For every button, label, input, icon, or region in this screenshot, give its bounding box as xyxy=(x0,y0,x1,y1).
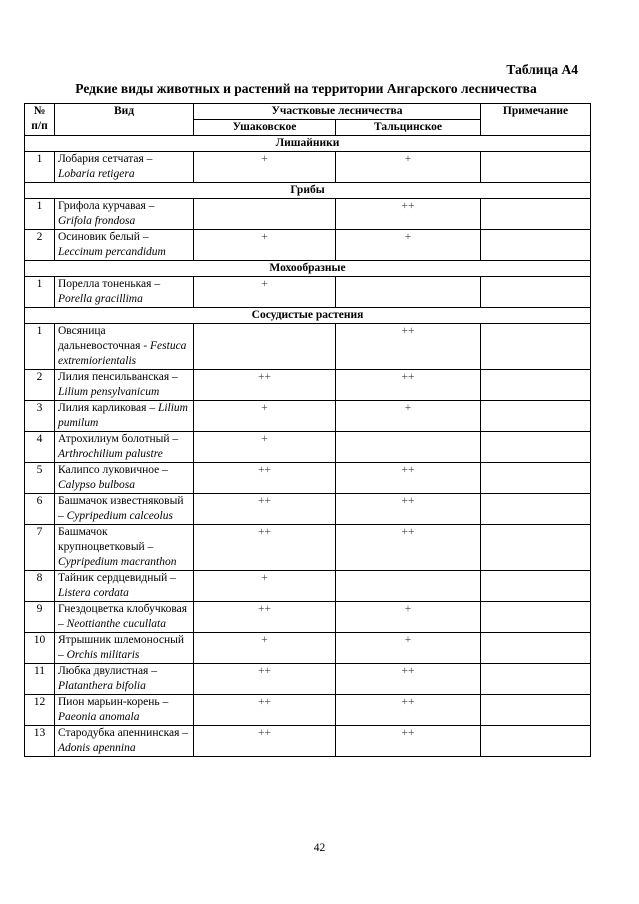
row-number: 2 xyxy=(25,370,55,401)
column-header-taltsinskoe: Тальцинское xyxy=(336,120,481,136)
rare-species-table xyxy=(24,103,591,757)
table-row xyxy=(25,602,591,633)
table-row xyxy=(25,494,591,525)
column-header-species: Вид xyxy=(55,104,194,136)
row-number: 6 xyxy=(25,494,55,525)
taltsinskoe-mark: ++ xyxy=(336,525,481,571)
row-number: 10 xyxy=(25,633,55,664)
species-latin-name: Lobaria retigera xyxy=(58,168,135,180)
species-latin-name: Lilium pensylvanicum xyxy=(58,386,160,398)
species-cell xyxy=(55,199,194,230)
species-russian-name: Порелла тоненькая – xyxy=(58,278,161,290)
species-russian-name: Башмачок известняковый – xyxy=(58,495,184,522)
row-number: 1 xyxy=(25,277,55,308)
row-number: 13 xyxy=(25,726,55,757)
species-russian-name: Пион марьин-корень – xyxy=(58,696,169,708)
taltsinskoe-mark xyxy=(336,277,481,308)
ushakovskoe-mark: + xyxy=(194,230,336,261)
species-latin-name: Arthrochilium palustre xyxy=(58,448,163,460)
section-title: Мохообразные xyxy=(25,261,591,277)
note-cell xyxy=(481,277,591,308)
taltsinskoe-mark: ++ xyxy=(336,199,481,230)
species-russian-name: Гнездоцветка клобучковая – xyxy=(58,603,188,630)
ushakovskoe-mark: + xyxy=(194,277,336,308)
species-cell xyxy=(55,370,194,401)
species-russian-name: Башмачок крупноцветковый – xyxy=(58,526,154,553)
taltsinskoe-mark: + xyxy=(336,602,481,633)
taltsinskoe-mark: ++ xyxy=(336,463,481,494)
species-russian-name: Лилия карликовая – xyxy=(58,402,156,414)
taltsinskoe-mark: ++ xyxy=(336,664,481,695)
species-russian-name: Тайник сердцевидный – xyxy=(58,572,176,584)
ushakovskoe-mark: + xyxy=(194,432,336,463)
note-cell xyxy=(481,432,591,463)
species-russian-name: Грифола курчавая – xyxy=(58,200,155,212)
species-cell xyxy=(55,432,194,463)
note-cell xyxy=(481,324,591,370)
species-russian-name: Ятрышник шлемоносный – xyxy=(58,634,184,661)
section-title: Лишайники xyxy=(25,136,591,152)
taltsinskoe-mark: + xyxy=(336,152,481,183)
species-cell xyxy=(55,664,194,695)
section-title: Грибы xyxy=(25,183,591,199)
row-number: 12 xyxy=(25,695,55,726)
ushakovskoe-mark xyxy=(194,199,336,230)
note-cell xyxy=(481,463,591,494)
species-latin-name: Cypripedium calceolus xyxy=(66,510,173,522)
species-latin-name: Leccinum percandidum xyxy=(58,246,166,258)
species-cell xyxy=(55,571,194,602)
species-latin-name: Cypripedium macranthon xyxy=(58,556,177,568)
species-latin-name: Paeonia anomala xyxy=(58,711,140,723)
species-latin-name: Adonis apennina xyxy=(58,742,136,754)
ushakovskoe-mark: + xyxy=(194,401,336,432)
row-number: 5 xyxy=(25,463,55,494)
species-cell xyxy=(55,277,194,308)
ushakovskoe-mark: + xyxy=(194,633,336,664)
ushakovskoe-mark: ++ xyxy=(194,602,336,633)
note-cell xyxy=(481,152,591,183)
taltsinskoe-mark xyxy=(336,432,481,463)
table-row xyxy=(25,401,591,432)
section-title: Сосудистые растения xyxy=(25,308,591,324)
table-row xyxy=(25,633,591,664)
table-row xyxy=(25,463,591,494)
row-number: 9 xyxy=(25,602,55,633)
column-header-districts: Участковые лесничества xyxy=(194,104,481,120)
row-number: 8 xyxy=(25,571,55,602)
table-row xyxy=(25,277,591,308)
header-row xyxy=(25,104,591,120)
taltsinskoe-mark xyxy=(336,571,481,602)
table-row xyxy=(25,230,591,261)
species-russian-name: Лилия пенсильванская – xyxy=(58,371,178,383)
taltsinskoe-mark: ++ xyxy=(336,494,481,525)
table-row xyxy=(25,726,591,757)
row-number: 7 xyxy=(25,525,55,571)
species-cell xyxy=(55,695,194,726)
note-cell xyxy=(481,602,591,633)
species-latin-name: Orchis militaris xyxy=(66,649,140,661)
ushakovskoe-mark: ++ xyxy=(194,695,336,726)
table-row xyxy=(25,152,591,183)
species-russian-name: Калипсо луковичное – xyxy=(58,464,168,476)
taltsinskoe-mark: ++ xyxy=(336,324,481,370)
species-russian-name: Любка двулистная – xyxy=(58,665,157,677)
species-latin-name: Grifola frondosa xyxy=(58,215,136,227)
table-title: Редкие виды животных и растений на территории Ангарского лесничества xyxy=(75,81,537,96)
note-cell xyxy=(481,664,591,695)
table-row xyxy=(25,695,591,726)
species-cell xyxy=(55,401,194,432)
ushakovskoe-mark: + xyxy=(194,571,336,602)
table-row xyxy=(25,199,591,230)
ushakovskoe-mark xyxy=(194,324,336,370)
species-cell xyxy=(55,633,194,664)
row-number: 4 xyxy=(25,432,55,463)
note-cell xyxy=(481,494,591,525)
note-cell xyxy=(481,571,591,602)
note-cell xyxy=(481,525,591,571)
section-row xyxy=(25,261,591,277)
note-cell xyxy=(481,230,591,261)
ushakovskoe-mark: ++ xyxy=(194,370,336,401)
row-number: 3 xyxy=(25,401,55,432)
section-row xyxy=(25,136,591,152)
note-cell xyxy=(481,695,591,726)
note-cell xyxy=(481,726,591,757)
species-latin-name: Festuca extremiorientalis xyxy=(58,340,187,367)
row-number: 1 xyxy=(25,152,55,183)
column-header-number: № п/п xyxy=(25,104,55,136)
taltsinskoe-mark: + xyxy=(336,633,481,664)
species-russian-name: Лобария сетчатая – xyxy=(58,153,153,165)
table-label: Таблица А4 xyxy=(506,62,578,77)
species-cell xyxy=(55,494,194,525)
species-russian-name: Осиновик белый – xyxy=(58,231,149,243)
row-number: 2 xyxy=(25,230,55,261)
species-russian-name: Атрохилиум болотный – xyxy=(58,433,179,445)
species-cell xyxy=(55,525,194,571)
taltsinskoe-mark: ++ xyxy=(336,370,481,401)
species-cell xyxy=(55,152,194,183)
species-latin-name: Porella gracillima xyxy=(58,293,143,305)
species-cell xyxy=(55,463,194,494)
table-row xyxy=(25,370,591,401)
table-row xyxy=(25,525,591,571)
taltsinskoe-mark: ++ xyxy=(336,726,481,757)
species-latin-name: Calypso bulbosa xyxy=(58,479,135,491)
section-row xyxy=(25,183,591,199)
page-number: 42 xyxy=(313,842,326,854)
species-latin-name: Listera cordata xyxy=(58,587,129,599)
taltsinskoe-mark: ++ xyxy=(336,695,481,726)
row-number: 1 xyxy=(25,324,55,370)
species-russian-name: Стародубка апеннинская – xyxy=(58,727,189,739)
ushakovskoe-mark: ++ xyxy=(194,463,336,494)
ushakovskoe-mark: + xyxy=(194,152,336,183)
species-latin-name: Neottianthe cucullata xyxy=(66,618,166,630)
table-row xyxy=(25,571,591,602)
species-cell xyxy=(55,324,194,370)
note-cell xyxy=(481,199,591,230)
column-header-ushakovskoe: Ушаковское xyxy=(194,120,336,136)
species-cell xyxy=(55,726,194,757)
table-row xyxy=(25,324,591,370)
taltsinskoe-mark: + xyxy=(336,401,481,432)
taltsinskoe-mark: + xyxy=(336,230,481,261)
note-cell xyxy=(481,401,591,432)
row-number: 11 xyxy=(25,664,55,695)
column-header-note: Примечание xyxy=(481,104,591,136)
ushakovskoe-mark: ++ xyxy=(194,525,336,571)
table-row xyxy=(25,664,591,695)
species-cell xyxy=(55,230,194,261)
species-latin-name: Lilium pumilum xyxy=(58,402,188,429)
row-number: 1 xyxy=(25,199,55,230)
ushakovskoe-mark: ++ xyxy=(194,494,336,525)
species-cell xyxy=(55,602,194,633)
species-latin-name: Platanthera bifolia xyxy=(58,680,146,692)
table-row xyxy=(25,432,591,463)
section-row xyxy=(25,308,591,324)
ushakovskoe-mark: ++ xyxy=(194,664,336,695)
ushakovskoe-mark: ++ xyxy=(194,726,336,757)
note-cell xyxy=(481,633,591,664)
species-russian-name: Овсяница дальневосточная - xyxy=(58,325,148,352)
note-cell xyxy=(481,370,591,401)
